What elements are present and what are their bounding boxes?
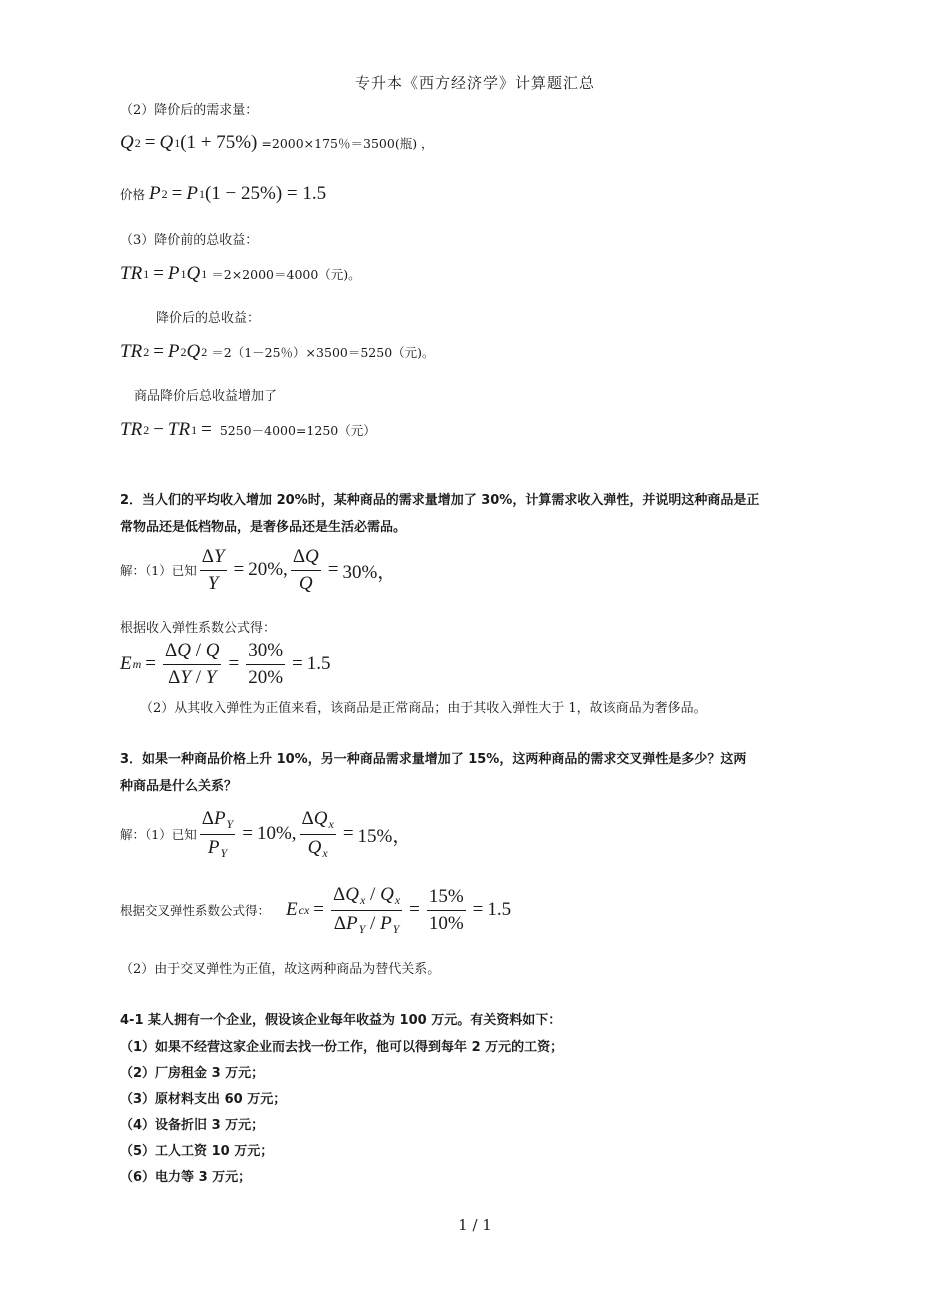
after-label: 降价后的总收益：	[156, 311, 261, 326]
q4-question: 4-1 某人拥有一个企业，假设该企业每年收益为 100 万元。有关资料如下：	[120, 1013, 562, 1028]
page-header-title: 专升本《西方经济学》计算题汇总	[354, 74, 595, 92]
price-prefix: 价格	[120, 187, 146, 202]
q3-question-line2: 种商品是什么关系？	[120, 779, 238, 794]
q2-given-formula: 解：（1）已知 $\frac{\Delta Y}{Y}$ = 20%, $\frac{\Delta Q}{Q}$ = 30%，	[120, 546, 397, 594]
formula-tr2: TR 2 = P 2 Q 2 ＝2（1－25％）×3500＝5250（元)。	[120, 341, 435, 362]
q4-item: （2）厂房租金 3 万元；	[120, 1066, 265, 1081]
increase-label: 商品降价后总收益增加了	[134, 389, 278, 404]
q3-elasticity-formula: 根据交叉弹性系数公式得： E cx = $\frac{\Delta Q_x / Q_x}{\Delta P_Y / P_Y}$ = $\frac{15\%}{10\%}$ = 1.5	[120, 884, 512, 936]
step3-label: （3）降价前的总收益：	[120, 233, 259, 248]
q3-solution-prefix: 解：（1）已知	[120, 827, 197, 843]
q2-conclusion: （2）从其收入弹性为正值来看，该商品是正常商品；由于其收入弹性大于 1，故该商品为奢侈品。	[140, 701, 707, 716]
formula-diff: TR 2 − TR 1 = 5250－4000=1250（元）	[120, 419, 376, 440]
tr1-result: ＝2×2000＝4000（元)。	[211, 267, 361, 282]
q2-elasticity-formula: E m = $\frac{\Delta Q / Q}{\Delta Y / Y}$ = $\frac{30\%}{20\%}$ = 1.5	[120, 640, 331, 688]
diff-result: 5250－4000=1250（元）	[219, 423, 376, 438]
q4-item: （1）如果不经营这家企业而去找一份工作，他可以得到每年 2 万元的工资；	[120, 1040, 564, 1055]
formula-tr1: TR 1 = P 1 Q 1 ＝2×2000＝4000（元)。	[120, 263, 361, 284]
formula-price: 价格 P 2 = P 1 (1 − 25%) = 1.5	[120, 183, 327, 204]
q4-item: （3）原材料支出 60 万元；	[120, 1092, 287, 1107]
formula-q2: Q 2 = Q 1 (1 + 75%) =2000×175％＝3500(瓶) ，	[120, 132, 434, 153]
q4-item: （5）工人工资 10 万元；	[120, 1144, 274, 1159]
tr2-result: ＝2（1－25％）×3500＝5250（元)。	[211, 345, 435, 360]
q2-question-line1: 2．当人们的平均收入增加 20%时，某种商品的需求量增加了 30%，计算需求收入弹性，并说明这种商品是正	[120, 493, 760, 508]
formula-q2-result: =2000×175％＝3500(瓶) ，	[261, 136, 434, 151]
q4-item: （4）设备折旧 3 万元；	[120, 1118, 265, 1133]
q2-formula-intro: 根据收入弹性系数公式得：	[120, 621, 277, 636]
q2-question-line2: 常物品还是低档物品，是奢侈品还是生活必需品。	[120, 520, 407, 535]
q3-given-formula: 解：（1）已知 $\frac{\Delta P_Y}{P_Y}$ = 10%, $\frac{\Delta Q_x}{Q_x}$ = 15%，	[120, 808, 412, 860]
q2-solution-prefix: 解：（1）已知	[120, 563, 197, 579]
q3-formula-intro: 根据交叉弹性系数公式得：	[120, 903, 271, 919]
q4-item: （6）电力等 3 万元；	[120, 1170, 252, 1185]
q3-conclusion: （2）由于交叉弹性为正值，故这两种商品为替代关系。	[120, 962, 441, 977]
step2-label: （2）降价后的需求量：	[120, 103, 259, 118]
q3-question-line1: 3．如果一种商品价格上升 10%，另一种商品需求量增加了 15%，这两种商品的需求交叉弹性是多少？这两	[120, 752, 747, 767]
page-number: 1 / 1	[458, 1216, 492, 1234]
